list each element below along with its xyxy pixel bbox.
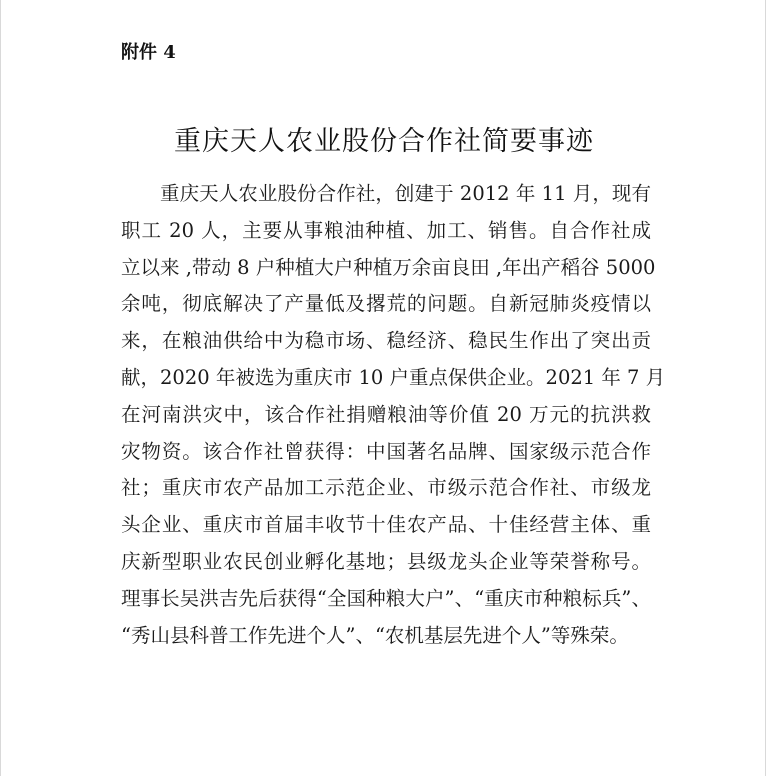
paragraph-line: 在河南洪灾中，该合作社捐赠粮油等价值 20 万元的抗洪救 [121, 402, 651, 426]
paragraph-line: 头企业、重庆市首届丰收节十佳农产品、十佳经营主体、重 [121, 513, 651, 537]
paragraph-line: “秀山县科普工作先进个人”、“农机基层先进个人”等殊荣。 [121, 623, 629, 647]
paragraph-line: 余吨，彻底解决了产量低及撂荒的问题。自新冠肺炎疫情以 [121, 292, 651, 316]
document-title: 重庆天人农业股份合作社简要事迹 [174, 126, 594, 157]
paragraph-line: 重庆天人农业股份合作社，创建于 2012 年 11 月，现有 [160, 182, 651, 205]
paragraph-line: 灾物资。该合作社曾获得：中国著名品牌、国家级示范合作 [121, 439, 651, 463]
paragraph-line: 立以来 ,带动 8 户种植大户种植万余亩良田 ,年出产稻谷 5000 [121, 255, 656, 279]
paragraph-line: 来，在粮油供给中为稳市场、稳经济、稳民生作出了突出贡 [121, 329, 651, 353]
paragraph-line: 理事长吴洪吉先后获得“全国种粮大户”、“重庆市种粮标兵”、 [121, 586, 651, 610]
paragraph-line: 社；重庆市农产品加工示范企业、市级示范合作社、市级龙 [121, 476, 651, 500]
attachment-label: 附件 4 [121, 42, 176, 63]
document-body [121, 176, 666, 654]
paragraph-line: 职工 20 人，主要从事粮油种植、加工、销售。自合作社成 [121, 218, 651, 242]
paragraph-line: 庆新型职业农民创业孵化基地；县级龙头企业等荣誉称号。 [121, 549, 651, 573]
paragraph-line: 献，2020 年被选为重庆市 10 户重点保供企业。2021 年 7 月 [121, 365, 666, 389]
